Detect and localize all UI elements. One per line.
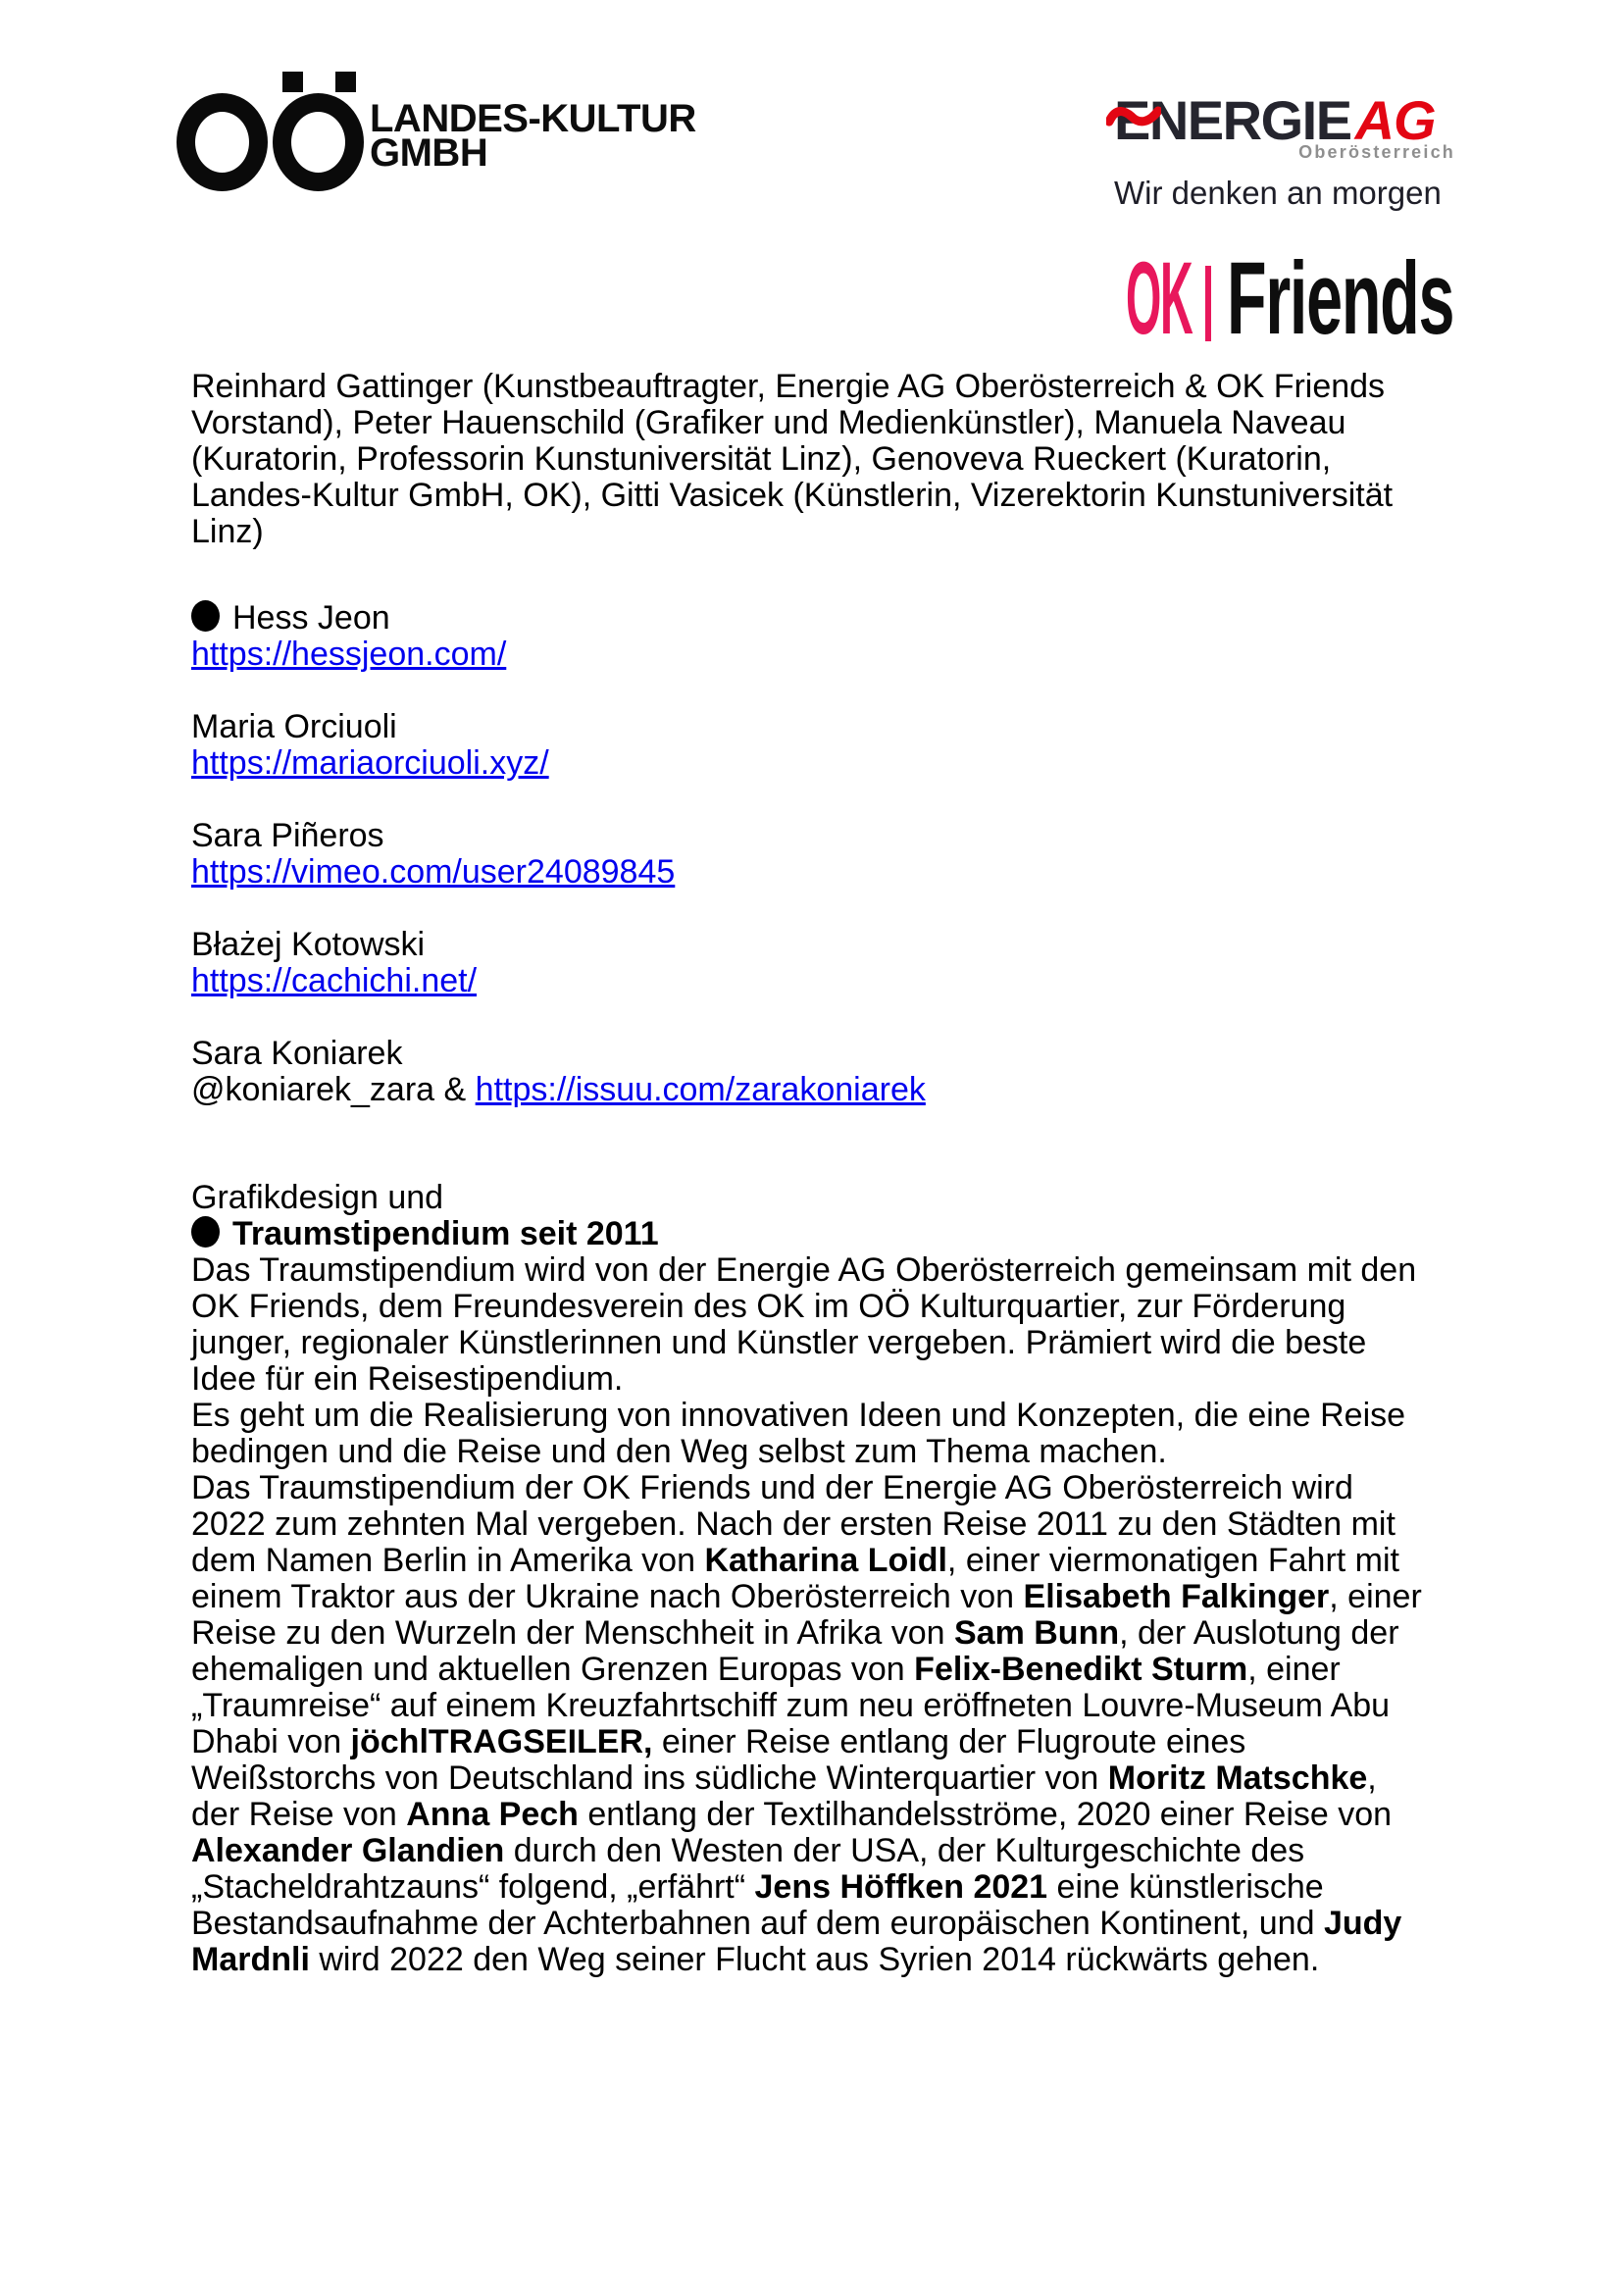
text-run: Alexander Glandien [191,1832,505,1869]
text-run: , der Auslotung der ehemaligen und aktuellen Grenzen Europas von [191,1614,1399,1688]
text-run: Es geht um die Realisierung von innovativen Ideen und Konzepten, die eine Reise bedingen und die Reise und den Weg selbst zum Thema machen. [191,1397,1406,1470]
landeskultur-logo [177,72,745,204]
text-run: , einer viermonatigen Fahrt mit einem Traktor aus der Ukraine nach Oberösterreich von [191,1542,1399,1615]
section-heading-row [191,1216,1432,1252]
lk-umlaut-dot-icon [335,72,356,92]
section-heading: Traumstipendium seit 2011 [232,1215,659,1252]
text-run: einer Reise entlang der Flugroute eines Weißstorchs von Deutschland ins südliche Winterquartier von [191,1723,1246,1797]
text-run: , der Reise von [191,1759,1377,1833]
text-run: , einer „Traumreise“ auf einem Kreuzfahrtschiff zum neu eröffneten Louvre-Museum Abu Dhabi von [191,1651,1391,1760]
artist-name-row [191,818,1432,854]
hyperlink[interactable]: https://cachichi.net/ [191,962,478,999]
artist-name-row [191,927,1432,963]
text-run: , einer Reise zu den Wurzeln der Menschheit in Afrika von [191,1578,1422,1652]
artist-name: Sara Piñeros [191,817,384,854]
text-run: Anna Pech [406,1796,579,1833]
artist-list [191,600,1432,1108]
lk-umlaut-dot-icon [282,72,303,92]
energie-squiggle-icon [1106,104,1161,131]
intro-paragraph: Reinhard Gattinger (Kunstbeauftragter, Energie AG Oberösterreich & OK Friends Vorstand), Peter Hauenschild (Grafiker und Medienkünstler), Manuela Naveau (Kuratorin, Professorin Kunstuniversität Linz), Genoveva Rueckert (Kuratorin, Landes-Kultur GmbH, OK), Gitti Vasicek (Künstlerin, Vizerektorin Kunstuniversität Linz) [191,368,1394,550]
lk-letter-oumlaut-icon [273,93,364,191]
hyperlink[interactable]: https://mariaorciuoli.xyz/ [191,744,549,782]
energie-text: ENERGIE [1114,89,1351,151]
landeskultur-line1: LANDES-KULTUR [370,97,696,140]
body-paragraph [191,1398,1432,1470]
artist-name: Maria Orciuoli [191,708,397,745]
section-preheading: Grafikdesign und [191,1179,444,1216]
artist-entry [191,927,1432,999]
artist-name-row [191,1036,1432,1072]
artist-links [191,854,1432,891]
artist-links [191,1072,1432,1108]
text-run: @koniarek_zara & [191,1071,476,1108]
energieag-logo [1114,89,1457,212]
okfriends-friends-text: Friends [1227,241,1454,356]
landeskultur-line2: GMBH [370,131,488,175]
hyperlink[interactable]: https://issuu.com/zarakoniarek [475,1071,926,1108]
text-run: Elisabeth Falkinger [1023,1578,1330,1615]
section-heading-block [191,1180,1432,1252]
artist-links [191,963,1432,999]
okfriends-logo [1126,241,1479,356]
artist-entry [191,600,1432,673]
lk-letter-o-icon [177,93,268,191]
text-run: Felix-Benedikt Sturm [914,1651,1248,1688]
artist-links [191,637,1432,673]
artist-entry [191,709,1432,782]
landeskultur-wordmark [370,97,696,175]
text-run: jöchlTRAGSEILER, [350,1723,653,1760]
bullet-circle-icon [191,600,220,632]
artist-links [191,745,1432,782]
hyperlink[interactable]: https://vimeo.com/user24089845 [191,853,676,891]
text-run: eine künstlerische Bestandsaufnahme der Achterbahnen auf dem europäischen Kontinent, und [191,1868,1324,1942]
text-run: entlang der Textilhandelsströme, 2020 einer Reise von [578,1796,1393,1833]
body-paragraph [191,1470,1432,1978]
energieag-wordmark [1114,89,1457,151]
text-run: Sam Bunn [953,1614,1120,1652]
text-run: Judy Mardnli [191,1905,1402,1978]
body-paragraph [191,1252,1432,1398]
okfriends-separator-bar [1205,266,1211,341]
text-column [191,369,1432,1978]
energie-ag-text: AG [1354,89,1436,151]
text-run: wird 2022 den Weg seiner Flucht aus Syrien 2014 rückwärts gehen. [309,1941,1320,1978]
artist-name-row [191,600,1432,637]
bullet-circle-icon [191,1216,220,1248]
text-run: Das Traumstipendium wird von der Energie AG Oberösterreich gemeinsam mit den OK Friends, dem Freundesverein des OK im OÖ Kulturquartier, zur Förderung junger, regionaler Künstlerinnen und Künstler vergeben. Prämiert wird die beste Idee für ein Reisestipendium. [191,1251,1417,1398]
hyperlink[interactable]: https://hessjeon.com/ [191,636,507,673]
artist-entry [191,1036,1432,1108]
artist-entry [191,818,1432,891]
text-run: Das Traumstipendium der OK Friends und der Energie AG Oberösterreich wird 2022 zum zehnten Mal vergeben. Nach der ersten Reise 2011 zu den Städten mit dem Namen Berlin in Amerika von [191,1469,1396,1579]
artist-name-row [191,709,1432,745]
energie-region-text: Oberösterreich [1298,142,1455,162]
text-run: Jens Höffken 2021 [754,1868,1048,1906]
text-run: Moritz Matschke [1107,1759,1368,1797]
artist-name: Błażej Kotowski [191,926,426,963]
okfriends-ok-text: OK [1126,241,1193,356]
energie-tagline: Wir denken an morgen [1114,175,1442,211]
text-run: Katharina Loidl [704,1542,947,1579]
artist-name: Hess Jeon [232,599,390,637]
artist-name: Sara Koniarek [191,1035,403,1072]
text-run: durch den Westen der USA, der Kulturgeschichte des „Stacheldrahtzauns“ folgend, „erfährt“ [191,1832,1305,1906]
